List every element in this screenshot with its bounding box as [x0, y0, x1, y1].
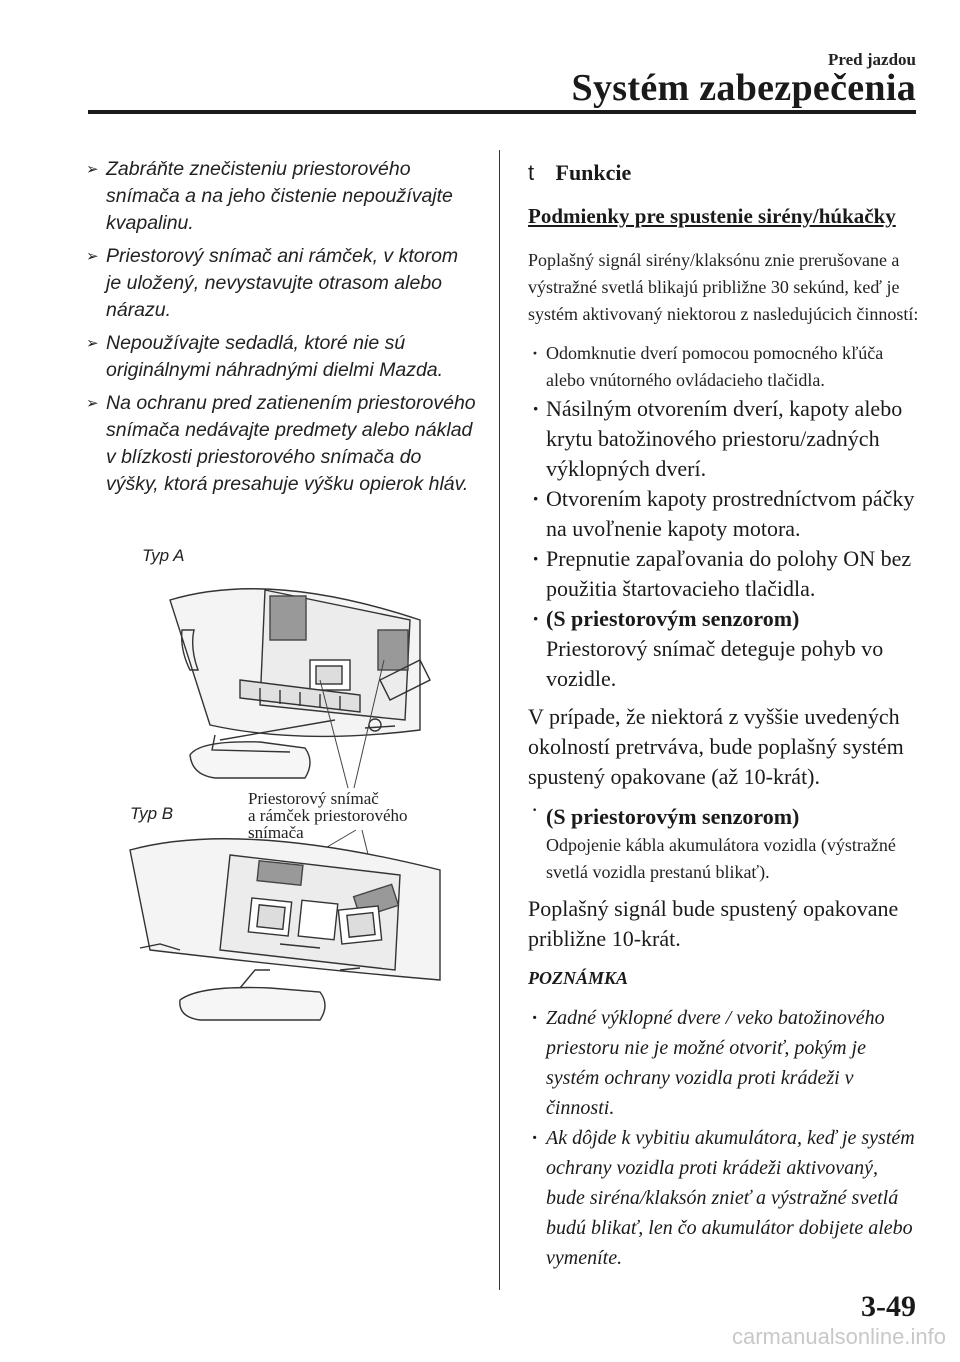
- caution-item: [86, 330, 476, 384]
- condition-item: · Otvorením kapoty prostredníctvom páčky na uvoľnenie kapoty motora.: [528, 484, 920, 544]
- section-heading-text: Funkcie: [555, 160, 632, 185]
- section-heading: [528, 160, 920, 186]
- left-column: [86, 156, 476, 504]
- figure-callout: [248, 790, 468, 841]
- repeat-paragraph: V prípade, že niektorá z vyššie uvedených okolností pretrváva, bude poplašný systém spustený opakovane (až 10-krát).: [528, 704, 904, 789]
- callout-line: Priestorový snímač: [248, 789, 379, 808]
- arrow-icon: ➢: [86, 161, 99, 178]
- section-marker-icon: t: [528, 160, 535, 185]
- type-b-console: [130, 839, 440, 1020]
- condition-item: [528, 802, 920, 886]
- note-heading: POZNÁMKA: [528, 968, 629, 988]
- sensor-bold-label: · (S priestorovým senzorom): [546, 606, 800, 631]
- right-column: [528, 160, 920, 1281]
- page-title: Systém zabezpečenia: [571, 67, 916, 109]
- type-a-console: [170, 589, 430, 778]
- page-number: 3-49: [861, 1290, 916, 1323]
- callout-line: snímača: [248, 823, 304, 842]
- figure-label-type-b: Typ B: [130, 804, 174, 823]
- caution-text: Na ochranu pred zatienením priestorového snímača nedávajte predmety alebo náklad v blízkosti priestorového snímača do výšky, ktorá presahuje výšku opierok hláv.: [106, 392, 476, 495]
- sensor-text: Priestorový snímač deteguje pohyb vo vozidle.: [546, 636, 884, 691]
- sensor-bold-label: · (S priestorovým senzorom): [546, 804, 800, 829]
- figure-label-type-a: Typ A: [142, 546, 185, 565]
- watermark: carmanualsonline.info: [731, 1324, 946, 1349]
- callout-line: a rámček priestorového: [248, 806, 408, 825]
- caution-text: Zabráňte znečisteniu priestorového snímača a na jeho čistenie nepoužívajte kvapalinu.: [106, 158, 453, 234]
- subheading: Podmienky pre spustenie sirény/húkačky: [528, 204, 896, 228]
- caution-list: [86, 156, 476, 498]
- intro-paragraph: Poplašný signál sirény/klaksónu znie prerušovane a výstražné svetlá blikajú približne 30 sekúnd, keď je systém aktivovaný niektorou z nasledujúcich činností:: [528, 250, 919, 324]
- condition-item: · Násilným otvorením dverí, kapoty alebo krytu batožinového priestoru/zadných výklopných dverí.: [528, 394, 920, 484]
- caution-text: Priestorový snímač ani rámček, v ktorom je uložený, nevystavujte otrasom alebo nárazu.: [106, 245, 459, 321]
- conditions-list: [528, 340, 920, 694]
- note-item: · Zadné výklopné dvere / veko batožinového priestoru nie je možné otvoriť, pokým je systém ochrany vozidla proti krádeži v činnosti.: [528, 1003, 920, 1123]
- header-rule: [88, 110, 916, 114]
- caution-item: [86, 156, 476, 237]
- header-section-label: Pred jazdou: [828, 50, 916, 69]
- note-list: [528, 1003, 920, 1273]
- overhead-console-illustration: [120, 530, 480, 1030]
- condition-item: [528, 604, 920, 694]
- note-item: · Ak dôjde k vybitiu akumulátora, keď je systém ochrany vozidla proti krádeži aktivovaný, bude siréna/klaksón znieť a výstražné svetlá budú blikať, len čo akumulátor dobijete alebo vymeníte.: [528, 1123, 920, 1273]
- arrow-icon: ➢: [86, 395, 99, 412]
- arrow-icon: ➢: [86, 248, 99, 265]
- caution-item: [86, 390, 476, 498]
- condition-item: · Prepnutie zapaľovania do polohy ON bez použitia štartovacieho tlačidla.: [528, 544, 920, 604]
- caution-item: [86, 243, 476, 324]
- condition-item: · Odomknutie dverí pomocou pomocného kľúča alebo vnútorného ovládacieho tlačidla.: [528, 340, 920, 394]
- repeat-paragraph: Poplašný signál bude spustený opakovane približne 10-krát.: [528, 896, 899, 951]
- battery-list: [528, 802, 920, 886]
- sensor-figure: [120, 530, 480, 1030]
- battery-text: Odpojenie kábla akumulátora vozidla (výstražné svetlá vozidla prestanú blikať).: [546, 835, 896, 882]
- arrow-icon: ➢: [86, 335, 99, 352]
- column-divider: [499, 150, 500, 1290]
- caution-text: Nepoužívajte sedadlá, ktoré nie sú originálnymi náhradnými dielmi Mazda.: [106, 332, 444, 381]
